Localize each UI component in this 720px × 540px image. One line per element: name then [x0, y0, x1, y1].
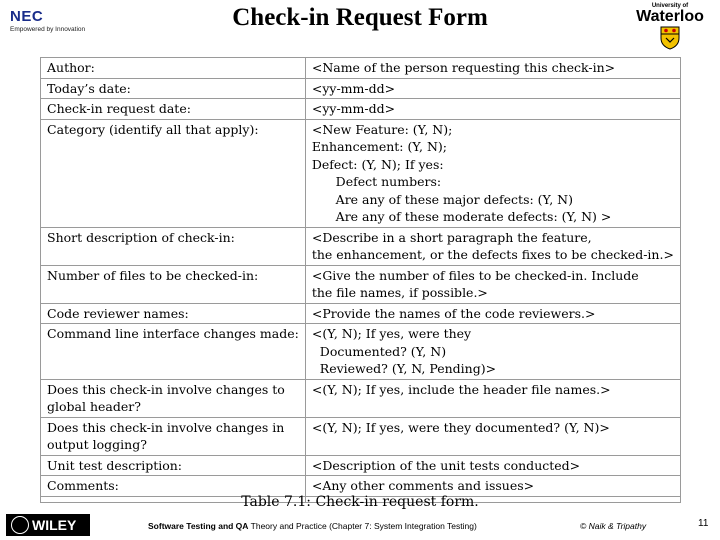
field-value: <yy-mm-dd> — [305, 99, 680, 120]
table-row — [41, 379, 681, 417]
nec-logo — [10, 8, 85, 33]
field-label: Check-in request date: — [41, 99, 306, 120]
field-label: Short description of check-in: — [41, 227, 306, 265]
field-label: Comments: — [41, 476, 306, 497]
table-row — [41, 58, 681, 79]
field-value: <Give the number of files to be checked-in. Include the file names, if possible.> — [305, 265, 680, 303]
table-row — [41, 78, 681, 99]
table-row — [41, 227, 681, 265]
uw-crest-icon — [660, 26, 680, 50]
wiley-logo — [6, 514, 90, 536]
page-title: Check-in Request Form — [232, 4, 488, 31]
field-label: Today’s date: — [41, 78, 306, 99]
footer-copyright: © Naik & Tripathy — [580, 521, 647, 531]
table-row — [41, 119, 681, 227]
footer-course-text — [148, 521, 477, 531]
field-label: Category (identify all that apply): — [41, 119, 306, 227]
table-row — [41, 324, 681, 380]
table-row — [41, 417, 681, 455]
field-value: <(Y, N); If yes, were they Documented? (Y, N) Reviewed? (Y, N, Pending)> — [305, 324, 680, 380]
field-label: Unit test description: — [41, 455, 306, 476]
field-value: <New Feature: (Y, N); Enhancement: (Y, N); Defect: (Y, N); If yes: Defect numbers: Are any of these major defects: (Y, N) Are any of these moderate defects: (Y, N) > — [305, 119, 680, 227]
wiley-seal-icon — [11, 516, 29, 534]
nec-tagline: Empowered by Innovation — [10, 26, 86, 33]
field-value: <(Y, N); If yes, were they documented? (Y, N)> — [305, 417, 680, 455]
field-label: Command line interface changes made: — [41, 324, 306, 380]
table-row — [41, 265, 681, 303]
field-value: <Provide the names of the code reviewers.> — [305, 303, 680, 324]
field-value: <Any other comments and issues> — [305, 476, 680, 497]
field-label: Does this check-in involve changes to global header? — [41, 379, 306, 417]
field-label: Code reviewer names: — [41, 303, 306, 324]
page-number: 11 — [698, 518, 709, 529]
field-value: <Describe in a short paragraph the feature, the enhancement, or the defects fixes to be checked-in.> — [305, 227, 680, 265]
footer-course-rest: Theory and Practice (Chapter 7: System Integration Testing) — [248, 521, 477, 531]
table-row — [41, 476, 681, 497]
field-label: Does this check-in involve changes in output logging? — [41, 417, 306, 455]
university-of-waterloo-logo — [630, 3, 710, 50]
table-row — [41, 303, 681, 324]
field-value: <yy-mm-dd> — [305, 78, 680, 99]
field-label: Author: — [41, 58, 306, 79]
nec-logo-text: NEC — [10, 8, 44, 25]
uw-logo-big-text: Waterloo — [636, 8, 704, 25]
footer-course-bold: Software Testing and QA — [148, 521, 249, 531]
field-value: <(Y, N); If yes, include the header file names.> — [305, 379, 680, 417]
table-row — [41, 455, 681, 476]
table-caption: Table 7.1: Check-in request form. — [241, 494, 479, 510]
field-value: <Description of the unit tests conducted> — [305, 455, 680, 476]
field-value: <Name of the person requesting this check-in> — [305, 58, 680, 79]
check-in-request-table — [40, 57, 681, 503]
wiley-logo-text: WILEY — [32, 517, 77, 533]
field-label: Number of files to be checked-in: — [41, 265, 306, 303]
uw-logo-small-text: University of — [651, 3, 689, 9]
table-row — [41, 99, 681, 120]
